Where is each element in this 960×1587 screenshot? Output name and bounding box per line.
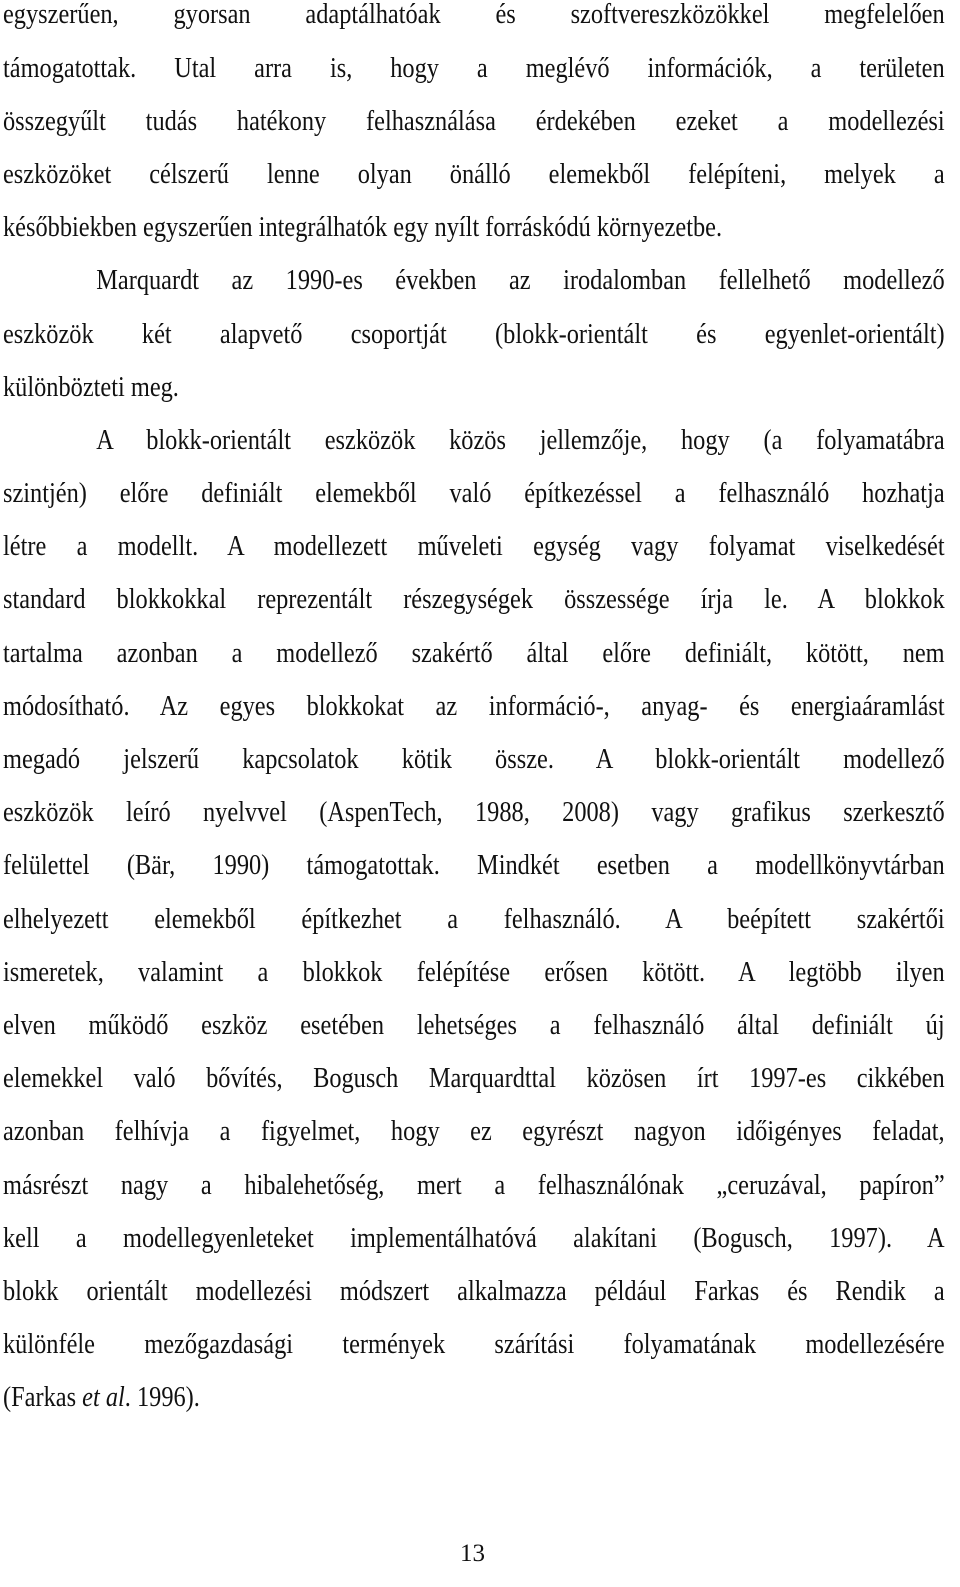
text-line	[3, 680, 945, 733]
text-line	[3, 1105, 945, 1158]
text-line-content: megadó jelszerű kapcsolatok kötik össze. A blokk-orientált modellező	[3, 743, 945, 776]
text-line	[3, 42, 945, 95]
text-segment: (Farkas	[3, 1381, 83, 1414]
text-line	[3, 786, 945, 839]
text-line-content: létre a modellt. A modellezett műveleti egység vagy folyamat viselkedését	[3, 530, 945, 563]
text-line	[3, 201, 945, 254]
text-line	[3, 520, 945, 573]
text-line-content: elemekkel való bővítés, Bogusch Marquardttal közösen írt 1997-es cikkében	[3, 1062, 945, 1095]
text-line-content: szintjén) előre definiált elemekből való építkezéssel a felhasználó hozhatja	[3, 477, 945, 510]
text-line-content: támogatottak. Utal arra is, hogy a meglévő információk, a területen	[3, 51, 945, 84]
text-segment: . 1996).	[124, 1381, 200, 1414]
text-line-content: eszközök leíró nyelvvel (AspenTech, 1988, 2008) vagy grafikus szerkesztő	[3, 796, 945, 829]
text-line	[3, 733, 945, 786]
text-line	[3, 414, 945, 467]
text-line-content: módosítható. Az egyes blokkokat az információ-, anyag- és energiaáramlást	[3, 689, 945, 722]
text-line	[3, 1159, 945, 1212]
text-line-content: elhelyezett elemekből építkezhet a felhasználó. A beépített szakértői	[3, 902, 945, 935]
paragraph	[3, 0, 945, 254]
text-line	[3, 1318, 945, 1371]
text-line	[3, 148, 945, 201]
paragraph	[3, 254, 945, 414]
text-line	[3, 1265, 945, 1318]
text-line	[3, 1371, 945, 1424]
document-body	[3, 0, 945, 1424]
italic-text: et al	[82, 1381, 125, 1414]
page-number: 13	[460, 1540, 485, 1567]
text-line-content: eszközök két alapvető csoportját (blokk-orientált és egyenlet-orientált)	[3, 317, 945, 350]
text-line-content: különbözteti meg.	[3, 370, 179, 403]
text-line	[3, 627, 945, 680]
text-line-content: felülettel (Bär, 1990) támogatottak. Mindkét esetben a modellkönyvtárban	[3, 849, 945, 882]
text-line	[3, 573, 945, 626]
paragraph	[3, 414, 945, 1425]
text-line-content: azonban felhívja a figyelmet, hogy ez egyrészt nagyon időigényes feladat,	[3, 1115, 945, 1148]
text-line-content: Marquardt az 1990-es években az irodalomban fellelhető modellező	[96, 264, 945, 297]
text-line-content	[3, 1371, 945, 1424]
text-line-content: másrészt nagy a hibalehetőség, mert a felhasználónak „ceruzával, papíron”	[3, 1168, 945, 1201]
text-line-content: különféle mezőgazdasági termények szárítási folyamatának modellezésére	[3, 1328, 945, 1361]
text-line	[3, 893, 945, 946]
text-line-content: blokk orientált modellezési módszert alkalmazza például Farkas és Rendik a	[3, 1274, 945, 1307]
text-line	[3, 999, 945, 1052]
text-line-content: ismeretek, valamint a blokkok felépítése erősen kötött. A legtöbb ilyen	[3, 955, 945, 988]
text-line-content: A blokk-orientált eszközök közös jellemzője, hogy (a folyamatábra	[96, 423, 945, 456]
text-line-content: kell a modellegyenleteket implementálhatóvá alakítani (Bogusch, 1997). A	[3, 1221, 945, 1254]
text-line	[3, 1052, 945, 1105]
text-line-content: eszközöket célszerű lenne olyan önálló elemekből felépíteni, melyek a	[3, 157, 945, 190]
text-line	[3, 467, 945, 520]
text-line	[3, 0, 945, 42]
text-line	[3, 946, 945, 999]
text-line	[3, 361, 945, 414]
text-line	[3, 839, 945, 892]
text-line-content: egyszerűen, gyorsan adaptálhatóak és szoftvereszközökkel megfelelően	[3, 0, 945, 31]
text-line-content: tartalma azonban a modellező szakértő által előre definiált, kötött, nem	[3, 636, 945, 669]
text-line-content: későbbiekben egyszerűen integrálhatók egy nyílt forráskódú környezetbe.	[3, 211, 723, 244]
text-line	[3, 95, 945, 148]
text-line	[3, 1212, 945, 1265]
text-line-content: elven működő eszköz esetében lehetséges a felhasználó által definiált új	[3, 1008, 945, 1041]
text-line-content: standard blokkokkal reprezentált részegységek összessége írja le. A blokkok	[3, 583, 945, 616]
text-line-content: összegyűlt tudás hatékony felhasználása érdekében ezeket a modellezési	[3, 104, 945, 137]
text-line	[3, 254, 945, 307]
text-line	[3, 308, 945, 361]
